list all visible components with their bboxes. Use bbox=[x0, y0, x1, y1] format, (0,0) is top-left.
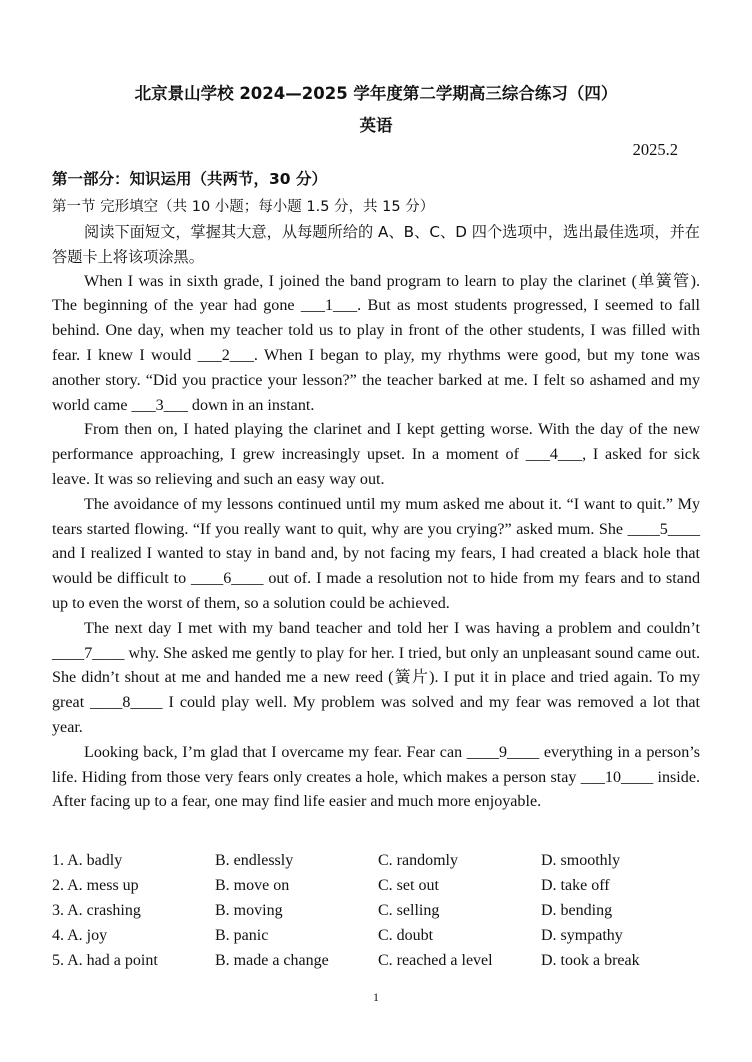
option-b: B. move on bbox=[215, 877, 290, 894]
question-row bbox=[52, 873, 704, 898]
instructions: 阅读下面短文，掌握其大意，从每题所给的 A、B、C、D 四个选项中，选出最佳选项，并在答题卡上将该项涂黑。 bbox=[52, 223, 700, 266]
option-b: B. moving bbox=[215, 902, 283, 919]
section-heading: 第一节 完形填空（共 10 小题；每小题 1.5 分，共 15 分） bbox=[52, 199, 435, 215]
page-number: 1 bbox=[373, 990, 379, 1004]
passage-paragraph: Looking back, I’m glad that I overcame my fear. Fear can ____9____ everything in a person’s life. Hiding from those very fears only creates a hole, which makes a person stay ___10____ inside. After facing up to a fear, one may find life easier and much more enjoyable. bbox=[52, 743, 700, 811]
option-c: C. set out bbox=[378, 877, 439, 894]
option-a: 4. A. joy bbox=[52, 927, 108, 944]
passage-paragraph: The next day I met with my band teacher and told her I was having a problem and couldn’t ____7____ why. She asked me gently to play for her. I tried, but only an unpleasant sound came out. She didn’t shout at me and handed me a new reed (簧片). I put it in place and tried again. To my great ____8____ I could play well. My problem was solved and my fear was removed a lot that year. bbox=[52, 619, 700, 736]
option-c: C. doubt bbox=[378, 927, 434, 944]
option-c: C. reached a level bbox=[378, 952, 493, 969]
option-b: B. panic bbox=[215, 927, 269, 944]
option-a: 1. A. badly bbox=[52, 852, 123, 869]
option-a: 5. A. had a point bbox=[52, 952, 158, 969]
question-row bbox=[52, 898, 704, 923]
option-b: B. made a change bbox=[215, 952, 329, 969]
option-c: C. selling bbox=[378, 902, 440, 919]
option-d: D. sympathy bbox=[541, 927, 623, 944]
option-d: D. took a break bbox=[541, 952, 640, 969]
passage-paragraph: From then on, I hated playing the clarinet and I kept getting worse. With the day of the new performance approaching, I grew increasingly upset. In a moment of ___4___, I asked for sick leave. It was so relieving and such an easy way out. bbox=[52, 421, 700, 488]
option-a: 2. A. mess up bbox=[52, 877, 139, 894]
option-d: D. take off bbox=[541, 877, 610, 894]
exam-subject: 英语 bbox=[359, 116, 393, 135]
answer-options bbox=[52, 848, 704, 973]
passage bbox=[52, 220, 700, 815]
passage-paragraph: When I was in sixth grade, I joined the band program to learn to play the clarinet (单簧管). The beginning of the year had gone ___1___. But as most students progressed, I seemed to fall behind. One day, when my teacher told us to play in front of the other students, I was filled with fear. I knew I would ___2___. When I began to play, my rhythms were good, but my tone was another story. “Did you practice your lesson?” the teacher barked at me. I felt so ashamed and my world came ___3___ down in an instant. bbox=[52, 272, 700, 414]
option-d: D. smoothly bbox=[541, 852, 621, 869]
passage-paragraph: The avoidance of my lessons continued until my mum asked me about it. “I want to quit.” My tears started flowing. “If you really want to quit, why are you crying?” asked mum. She ____5____ and I realized I wanted to stay in band and, by not facing my fears, I had created a black hole that would be difficult to ____6____ out of. I made a resolution not to hide from my fears and to stand up to even the worst of them, so a solution could be achieved. bbox=[52, 495, 700, 612]
option-d: D. bending bbox=[541, 902, 613, 919]
option-b: B. endlessly bbox=[215, 852, 294, 869]
exam-date: 2025.2 bbox=[632, 140, 678, 159]
question-row bbox=[52, 923, 704, 948]
question-row bbox=[52, 948, 704, 973]
exam-title: 北京景山学校 2024—2025 学年度第二学期高三综合练习（四） bbox=[134, 84, 618, 103]
option-a: 3. A. crashing bbox=[52, 902, 141, 919]
question-row bbox=[52, 848, 704, 873]
part-heading: 第一部分：知识运用（共两节，30 分） bbox=[52, 170, 327, 188]
option-c: C. randomly bbox=[378, 852, 458, 869]
